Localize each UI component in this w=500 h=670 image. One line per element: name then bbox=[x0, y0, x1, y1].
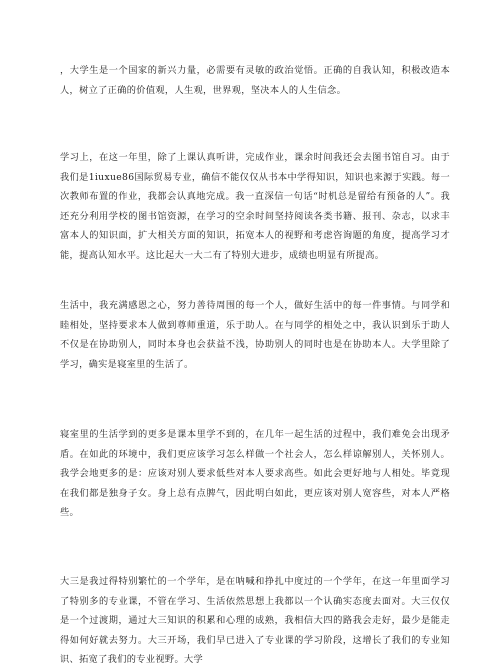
paragraph-political-awareness: ，大学生是一个国家的新兴力量，必需要有灵敏的政治觉悟。正确的自我认知，积极改造本人，树立了正确的价值观，人生观，世界观，坚决本人的人生信念。 bbox=[60, 65, 450, 96]
paragraph-dorm-life: 寝室里的生活学到的更多是课本里学不到的，在几年一起生活的过程中，我们难免会出现矛盾。在如此的环境中，我们更应该学习怎么样做一个社会人，怎么样谅解别人，关怀别人。我学会地更多的是：应该对别人要求低些对本人要求高些。如此会更好地与人相处。毕竟现在我们都是独身子女。身上总有点脾气，因此明白如此，更应该对别人宽容些，对本人严格些。 bbox=[60, 429, 450, 519]
paragraph-junior-year: 大三是我过得特别繁忙的一个学年，是在呐喊和挣扎中度过的一个学年，在这一年里面学习了特别多的专业课，不管在学习、生活依然思想上我都以一个认确实态度去面对。大三仅仅是一个过渡期，通过大三知识的积累和心理的成熟，我相信大四的路我会走好，最少是能走得如何好就去努力。大三开场，我们早已进入了专业课的学习阶段，这增长了我们的专业知识、拓宽了我们的专业视野。大学 bbox=[60, 576, 450, 666]
paragraph-life: 生活中，我充满感恩之心，努力善待周围的每一个人，做好生活中的每一件事情。与同学和睦相处，坚持要求本人做到尊师重道，乐于助人。在与同学的相处之中，我认识到乐于助人不仅是在协助别人，同时本身也会获益不浅，协助别人的同时也是在协助本人。大学里除了学习，确实是寝室里的生活了。 bbox=[60, 300, 450, 370]
paragraph-study: 学习上，在这一年里，除了上课认真听讲，完成作业，课余时间我还会去图书馆自习。由于我们是1iuxue86国际贸易专业，确信不能仅仅从书本中学得知识，知识也来源于实践。每一次教师布置的作业，我都会认真地完成。我一直深信一句话“时机总是留给有预备的人”。我还充分利用学校的图书馆资源，在学习的空余时间坚持阅读各类书籍、报刊、杂志，以求丰富本人的知识面，扩大相关方面的知识，拓宽本人的视野和考虑咨询题的角度，提高学习才能，提高认知水平。这比起大一大二有了特别大进步，成绩也明显有所提高。 bbox=[60, 152, 450, 261]
